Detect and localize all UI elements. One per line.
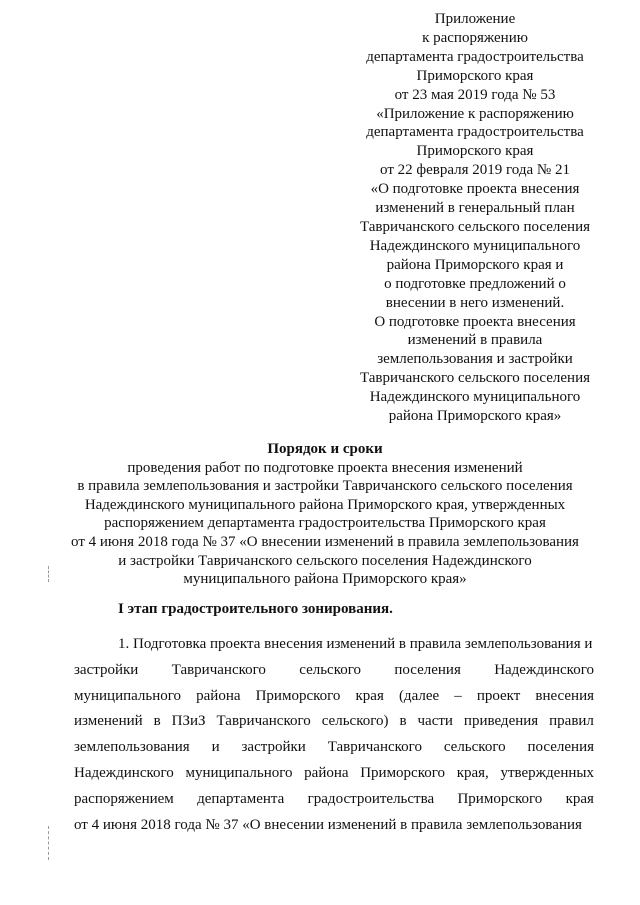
appendix-line: Тавричанского сельского поселения xyxy=(359,370,591,387)
paragraph-word: Тавричанского xyxy=(216,713,311,730)
paragraph-word: района xyxy=(196,687,241,704)
paragraph-line xyxy=(74,735,594,761)
paragraph-word: утвержденных xyxy=(500,764,594,781)
appendix-line: департамента градостроительства xyxy=(366,48,584,65)
paragraph-word: градостроительства xyxy=(307,790,435,807)
paragraph-word: муниципального xyxy=(74,687,182,704)
title-line: муниципального района Приморского края» xyxy=(183,571,467,588)
paragraph-word: ПЗиЗ xyxy=(171,713,206,730)
appendix-line: внесении в него изменений. xyxy=(385,294,565,311)
paragraph-word: землепользования xyxy=(74,739,190,756)
paragraph-word: поселения xyxy=(527,739,594,756)
paragraph-word: в xyxy=(153,713,161,730)
paragraph-word: части xyxy=(417,713,453,730)
appendix-line: от 23 мая 2019 года № 53 xyxy=(394,86,556,103)
paragraph-word: края xyxy=(355,687,384,704)
paragraph-word: Надеждинского xyxy=(74,764,174,781)
paragraph-word: поселения xyxy=(394,661,461,678)
title-line: Надеждинского муниципального района Приморского края, утвержденных xyxy=(84,496,566,513)
paragraph-word: и xyxy=(211,739,220,756)
appendix-line: Тавричанского сельского поселения xyxy=(359,218,591,235)
paragraph-word: от 4 июня 2018 года № 37 «О внесении изменений в правила землепользования xyxy=(74,816,582,833)
title-heading: Порядок и сроки xyxy=(267,441,383,457)
appendix-line: Надеждинского муниципального xyxy=(369,237,581,254)
appendix-line: о подготовке предложений о xyxy=(384,275,566,292)
paragraph-word: внесения xyxy=(535,687,594,704)
paragraph-word: Приморского xyxy=(255,687,341,704)
title-line: в правила землепользования и застройки Тавричанского сельского поселения xyxy=(77,478,573,495)
title-line: от 4 июня 2018 года № 37 «О внесении изменений в правила землепользования xyxy=(71,533,579,550)
paragraph-line xyxy=(74,658,594,684)
margin-mark xyxy=(48,826,50,860)
body-paragraph xyxy=(74,632,594,838)
paragraph-line xyxy=(74,761,594,787)
paragraph-word: сельского xyxy=(299,661,362,678)
appendix-header xyxy=(330,10,620,426)
paragraph-word: Надеждинского xyxy=(494,661,594,678)
paragraph-word: проект xyxy=(476,687,521,704)
paragraph-word: распоряжением xyxy=(74,790,174,807)
appendix-line: от 22 февраля 2019 года № 21 xyxy=(380,162,570,179)
paragraph-word: приведения xyxy=(463,713,539,730)
paragraph-word: сельского xyxy=(443,739,506,756)
appendix-line: района Приморского края и xyxy=(386,256,564,273)
paragraph-word: 1. Подготовка проекта внесения изменений в правила землепользования и xyxy=(118,636,593,652)
paragraph-word: правил xyxy=(549,713,594,730)
paragraph-line xyxy=(74,684,594,710)
appendix-line: землепользования и застройки xyxy=(377,351,573,368)
paragraph-line xyxy=(74,787,594,813)
appendix-line: к распоряжению xyxy=(422,29,528,46)
appendix-line: Приморского края xyxy=(416,67,534,84)
paragraph-word: изменений xyxy=(74,713,143,730)
appendix-line: Приморского края xyxy=(416,143,534,160)
paragraph-word: муниципального xyxy=(185,764,293,781)
paragraph-word: Тавричанского xyxy=(171,661,266,678)
paragraph-word: (далее xyxy=(398,687,440,704)
paragraph-word: Приморского xyxy=(457,790,543,807)
title-line: распоряжением департамента градостроительства Приморского края xyxy=(104,515,546,532)
paragraph-line xyxy=(74,632,594,658)
appendix-line: района Приморского края» xyxy=(388,408,562,425)
appendix-line: «Приложение к распоряжению xyxy=(376,105,574,122)
appendix-line: Приложение xyxy=(434,11,516,27)
document-title xyxy=(50,440,600,589)
paragraph-word: края, xyxy=(456,764,489,781)
appendix-line: изменений в генеральный план xyxy=(375,200,575,217)
appendix-line: департамента градостроительства xyxy=(366,124,584,141)
paragraph-word: в xyxy=(399,713,407,730)
appendix-line: изменений в правила xyxy=(407,332,543,349)
paragraph-word: застройки xyxy=(241,739,306,756)
stage-heading: I этап градостроительного зонирования. xyxy=(118,601,393,617)
appendix-line: «О подготовке проекта внесения xyxy=(370,181,580,198)
title-line: проведения работ по подготовке проекта внесения изменений xyxy=(127,459,523,476)
appendix-line: Надеждинского муниципального xyxy=(369,389,581,406)
paragraph-word: застройки xyxy=(74,661,139,678)
paragraph-word: – xyxy=(454,687,462,704)
paragraph-line xyxy=(74,709,594,735)
paragraph-word: департамента xyxy=(197,790,285,807)
paragraph-word: сельского) xyxy=(321,713,389,730)
paragraph-word: Приморского xyxy=(360,764,446,781)
title-line: и застройки Тавричанского сельского поселения Надеждинского xyxy=(118,552,532,569)
paragraph-word: района xyxy=(304,764,349,781)
paragraph-word: Тавричанского xyxy=(327,739,422,756)
margin-mark xyxy=(48,566,50,582)
paragraph-line xyxy=(74,813,594,839)
appendix-line: О подготовке проекта внесения xyxy=(374,313,576,330)
paragraph-word: края xyxy=(565,790,594,807)
